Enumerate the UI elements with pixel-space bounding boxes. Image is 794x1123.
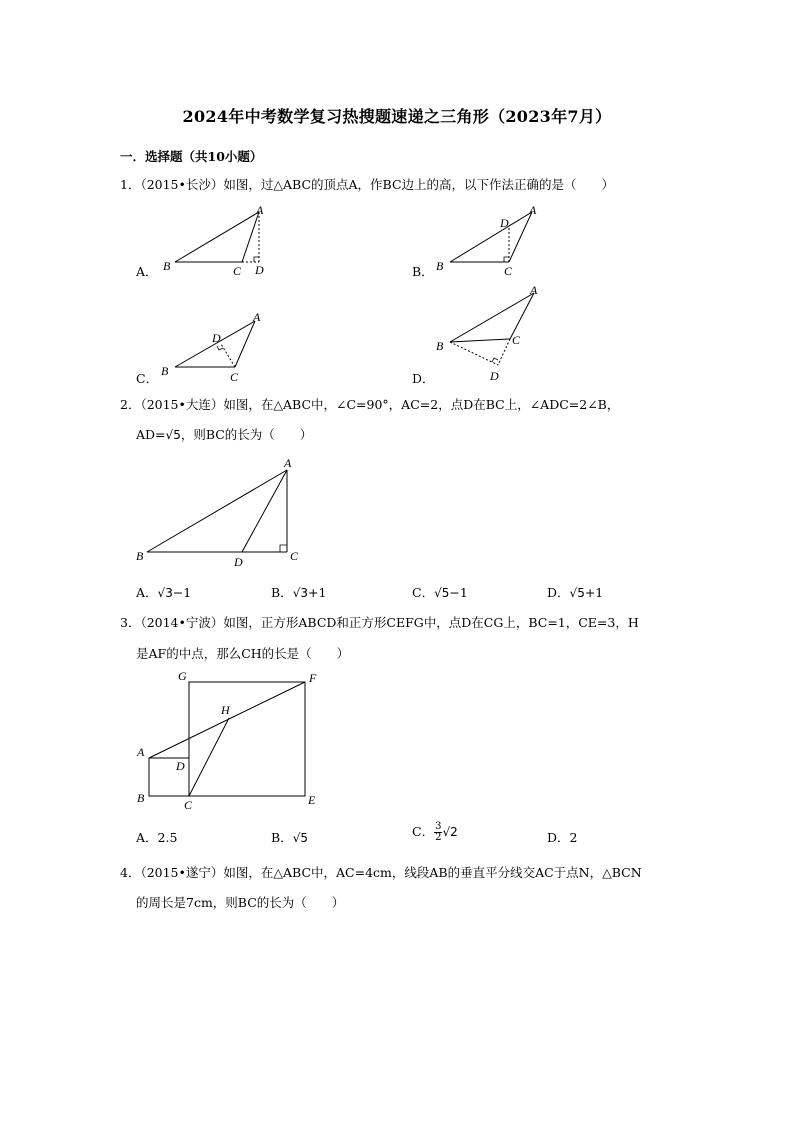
svg-text:D: D xyxy=(234,555,243,569)
svg-text:F: F xyxy=(309,671,317,685)
svg-text:A: A xyxy=(529,203,537,217)
q3-figure xyxy=(130,668,330,813)
svg-text:D: D xyxy=(212,331,221,345)
svg-text:E: E xyxy=(308,793,316,807)
q1-option-d-label: D． xyxy=(412,371,435,386)
question-2-line-1: 2．（2015•大连）如图，在△ABC中，∠C=90°，AC=2，点D在BC上，∠ADC=2∠B， xyxy=(120,397,620,412)
svg-text:A: A xyxy=(137,745,145,759)
svg-text:C: C xyxy=(504,264,513,278)
page-title: 2024年中考数学复习热搜题速递之三角形（2023年7月） xyxy=(182,107,612,126)
svg-text:A: A xyxy=(284,456,292,470)
q1-figure-c xyxy=(155,305,275,387)
svg-text:C: C xyxy=(512,333,521,347)
svg-text:D: D xyxy=(176,759,185,773)
q1-option-c-label: C． xyxy=(136,371,159,386)
q1a-label-d: D xyxy=(255,263,264,277)
section-heading: 一．选择题（共10小题） xyxy=(120,149,263,164)
question-4-line-2: 的周长是7cm，则BC的长为（ ） xyxy=(136,895,345,910)
q2-option-a: A．√3−1 xyxy=(136,585,192,600)
svg-text:G: G xyxy=(178,669,187,683)
svg-text:C: C xyxy=(184,798,193,812)
q1-figure-a xyxy=(155,200,275,280)
q1-option-b-label: B． xyxy=(412,264,434,279)
svg-text:B: B xyxy=(137,791,145,805)
question-2-line-2: AD=√5，则BC的长为（ ） xyxy=(136,427,313,442)
svg-text:B: B xyxy=(136,549,144,563)
q2-option-c: C．√5−1 xyxy=(412,585,468,600)
q1a-label-b: B xyxy=(163,259,171,273)
svg-text:A: A xyxy=(253,310,261,324)
svg-text:C: C xyxy=(230,370,239,384)
svg-text:H: H xyxy=(221,703,230,717)
q2-option-d: D．√5+1 xyxy=(547,585,604,600)
svg-text:D: D xyxy=(490,369,499,383)
svg-text:B: B xyxy=(436,259,444,273)
q2-figure xyxy=(130,452,310,574)
question-3-line-2: 是AF的中点，那么CH的长是（ ） xyxy=(136,646,350,661)
svg-text:B: B xyxy=(436,339,444,353)
q1-option-a-label: A． xyxy=(136,264,158,279)
q3-option-a: A．2.5 xyxy=(136,830,178,845)
svg-text:D: D xyxy=(500,216,509,230)
q1-figure-b xyxy=(430,198,550,280)
q1-figure-d xyxy=(430,280,550,388)
q3-option-d: D．2 xyxy=(547,830,578,845)
svg-text:B: B xyxy=(161,364,169,378)
q1a-label-c: C xyxy=(233,264,242,278)
q1a-label-a: A xyxy=(256,203,264,217)
question-1-text: 1．（2015•长沙）如图，过△ABC的顶点A，作BC边上的高，以下作法正确的是（ ） xyxy=(120,177,615,192)
svg-text:A: A xyxy=(530,283,538,297)
q2-option-b: B．√3+1 xyxy=(271,585,327,600)
question-3-line-1: 3．（2014•宁波）如图，正方形ABCD和正方形CEFG中，点D在CG上，BC=1，CE=3，H xyxy=(120,615,639,630)
question-4-line-1: 4．（2015•遂宁）如图，在△ABC中，AC=4cm，线段AB的垂直平分线交AC于点N，△BCN xyxy=(120,865,642,880)
q3-option-c: C． $\frac{3}{2}$ √2 xyxy=(412,821,458,843)
svg-text:C: C xyxy=(290,549,299,563)
q3-option-b: B．√5 xyxy=(271,830,308,845)
fraction: $\frac{3}{2}$ xyxy=(435,821,442,843)
